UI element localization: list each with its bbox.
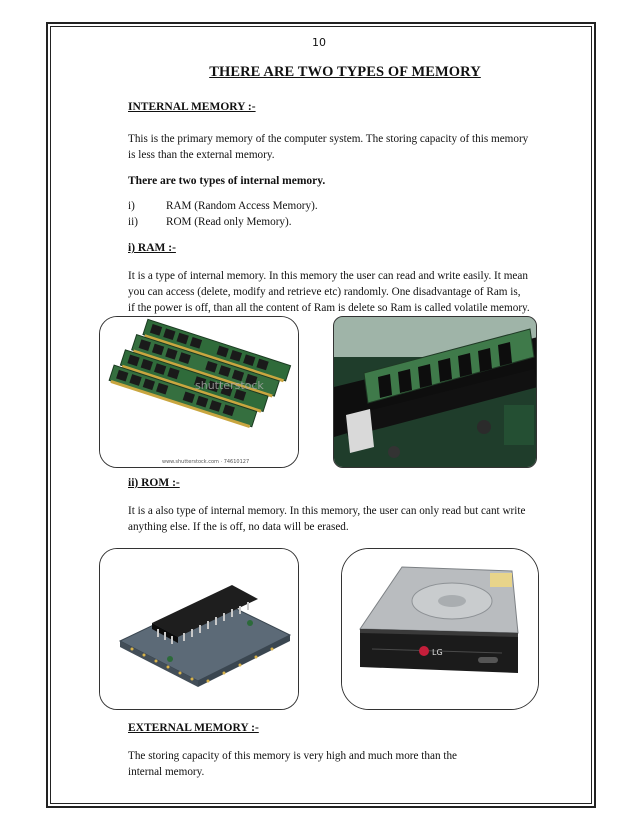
drive-brand: LG xyxy=(432,648,443,657)
lg-logo-icon xyxy=(419,646,429,656)
internal-types-intro: There are two types of internal memory. xyxy=(128,175,326,187)
list-item-text: ROM (Read only Memory). xyxy=(166,216,292,228)
rom-line-1: It is a also type of internal memory. In this memory, the user can only read but cant write xyxy=(128,505,526,517)
ram-heading: i) RAM :- xyxy=(128,242,176,254)
ram-slot-illustration xyxy=(334,317,537,468)
ram-line-1: It is a type of internal memory. In this memory the user can read and write easily. It mean xyxy=(128,270,528,282)
external-memory-heading: EXTERNAL MEMORY :- xyxy=(128,722,259,734)
list-item-number: ii) xyxy=(128,216,138,228)
list-item-number: i) xyxy=(128,200,135,212)
internal-memory-line-1: This is the primary memory of the computer system. The storing capacity of this memory xyxy=(128,133,529,145)
external-memory-line-2: internal memory. xyxy=(128,766,205,778)
rom-chip-image xyxy=(99,548,299,710)
external-memory-line-1: The storing capacity of this memory is very high and much more than the xyxy=(128,750,458,762)
optical-drive-image xyxy=(341,548,539,710)
ram-modules-illustration xyxy=(100,317,299,468)
page-number: 10 xyxy=(312,36,326,49)
internal-memory-heading: INTERNAL MEMORY :- xyxy=(128,101,256,113)
eject-button-icon xyxy=(478,657,498,663)
rom-line-2: anything else. If the is off, no data will be erased. xyxy=(128,521,349,533)
list-item-text: RAM (Random Access Memory). xyxy=(166,200,318,212)
ram-slot-image xyxy=(333,316,537,468)
internal-memory-line-2: is less than the external memory. xyxy=(128,149,275,161)
optical-drive-illustration xyxy=(342,549,539,710)
ram-modules-image xyxy=(99,316,299,468)
rom-chip-illustration xyxy=(100,549,299,710)
ram-line-2: you can access (delete, modify and retrieve etc) randomly. One disadvantage of Ram is, xyxy=(128,286,521,298)
image-caption: www.shutterstock.com · 74610127 xyxy=(162,459,250,465)
page-title: THERE ARE TWO TYPES OF MEMORY xyxy=(209,64,481,80)
ram-line-3: if the power is off, than all the content of Ram is delete so Ram is called volatile memory. xyxy=(128,302,530,314)
shutterstock-watermark: shutterstock xyxy=(195,379,264,392)
rom-heading: ii) ROM :- xyxy=(128,477,180,489)
